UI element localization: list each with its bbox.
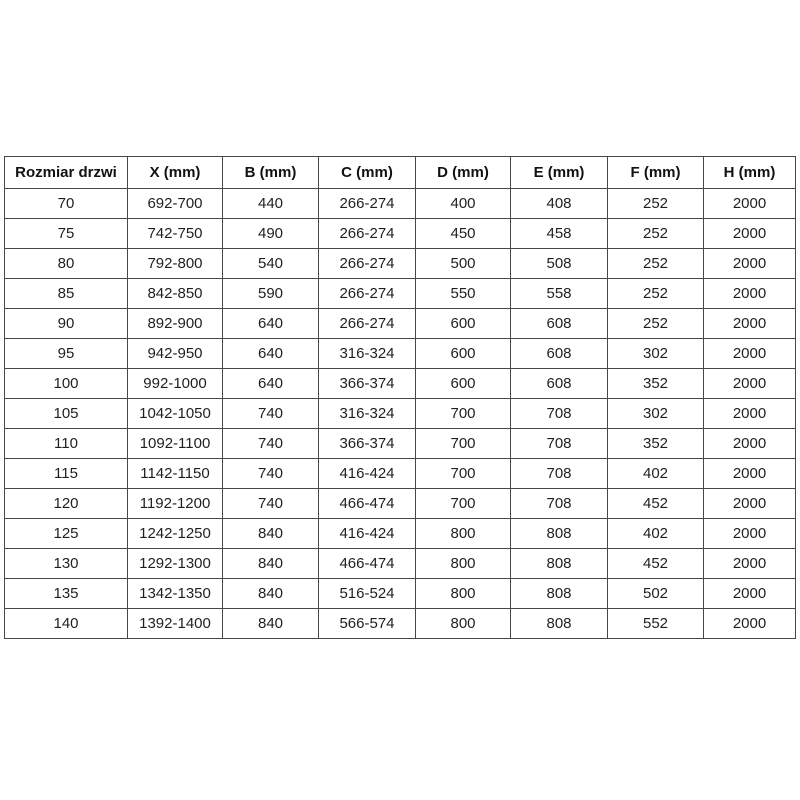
table-row (5, 489, 796, 519)
table-cell: 1092-1100 (128, 429, 223, 459)
table-row (5, 369, 796, 399)
table-cell: 1142-1150 (128, 459, 223, 489)
table-cell: 800 (416, 519, 511, 549)
table-cell: 2000 (704, 399, 796, 429)
column-header-b-mm: B (mm) (223, 157, 319, 189)
table-cell: 2000 (704, 249, 796, 279)
table-cell: 840 (223, 609, 319, 639)
table-cell: 302 (608, 399, 704, 429)
table-cell: 110 (5, 429, 128, 459)
table-cell: 640 (223, 369, 319, 399)
table-cell: 452 (608, 489, 704, 519)
table-cell: 125 (5, 519, 128, 549)
table-cell: 80 (5, 249, 128, 279)
table-cell: 2000 (704, 189, 796, 219)
door-size-table (4, 156, 796, 639)
table-cell: 808 (511, 519, 608, 549)
table-row (5, 609, 796, 639)
table-cell: 416-424 (319, 519, 416, 549)
table-cell: 105 (5, 399, 128, 429)
table-row (5, 309, 796, 339)
table-cell: 90 (5, 309, 128, 339)
table-row (5, 339, 796, 369)
table-row (5, 549, 796, 579)
table-cell: 840 (223, 549, 319, 579)
table-cell: 740 (223, 429, 319, 459)
table-cell: 608 (511, 369, 608, 399)
table-cell: 540 (223, 249, 319, 279)
table-cell: 2000 (704, 519, 796, 549)
table-cell: 130 (5, 549, 128, 579)
table-cell: 400 (416, 189, 511, 219)
table-cell: 600 (416, 339, 511, 369)
table-header-row (5, 157, 796, 189)
table-cell: 590 (223, 279, 319, 309)
table-cell: 740 (223, 399, 319, 429)
table-cell: 352 (608, 429, 704, 459)
table-cell: 600 (416, 309, 511, 339)
table-cell: 252 (608, 249, 704, 279)
table-cell: 490 (223, 219, 319, 249)
table-cell: 2000 (704, 549, 796, 579)
table-cell: 502 (608, 579, 704, 609)
table-cell: 740 (223, 489, 319, 519)
table-cell: 2000 (704, 579, 796, 609)
table-cell: 140 (5, 609, 128, 639)
table-cell: 2000 (704, 459, 796, 489)
table-cell: 70 (5, 189, 128, 219)
table-cell: 842-850 (128, 279, 223, 309)
table-cell: 558 (511, 279, 608, 309)
table-row (5, 189, 796, 219)
table-cell: 316-324 (319, 399, 416, 429)
column-header-x-mm: X (mm) (128, 157, 223, 189)
column-header-f-mm: F (mm) (608, 157, 704, 189)
table-cell: 640 (223, 339, 319, 369)
table-cell: 1292-1300 (128, 549, 223, 579)
table-cell: 550 (416, 279, 511, 309)
table-cell: 700 (416, 489, 511, 519)
table-row (5, 279, 796, 309)
table-cell: 1192-1200 (128, 489, 223, 519)
table-cell: 1242-1250 (128, 519, 223, 549)
table-cell: 452 (608, 549, 704, 579)
table-cell: 892-900 (128, 309, 223, 339)
table-cell: 792-800 (128, 249, 223, 279)
table-cell: 266-274 (319, 219, 416, 249)
table-cell: 440 (223, 189, 319, 219)
table-cell: 700 (416, 459, 511, 489)
table-cell: 2000 (704, 429, 796, 459)
table-cell: 366-374 (319, 429, 416, 459)
table-cell: 708 (511, 399, 608, 429)
table-cell: 458 (511, 219, 608, 249)
column-header-e-mm: E (mm) (511, 157, 608, 189)
table-cell: 75 (5, 219, 128, 249)
table-cell: 708 (511, 489, 608, 519)
table-cell: 608 (511, 309, 608, 339)
table-cell: 366-374 (319, 369, 416, 399)
table-cell: 1342-1350 (128, 579, 223, 609)
table-cell: 800 (416, 549, 511, 579)
column-header-h-mm: H (mm) (704, 157, 796, 189)
table-cell: 566-574 (319, 609, 416, 639)
table-cell: 252 (608, 219, 704, 249)
table-cell: 95 (5, 339, 128, 369)
table-cell: 2000 (704, 309, 796, 339)
table-cell: 808 (511, 579, 608, 609)
table-cell: 466-474 (319, 489, 416, 519)
table-cell: 316-324 (319, 339, 416, 369)
table-cell: 600 (416, 369, 511, 399)
table-cell: 2000 (704, 489, 796, 519)
table-cell: 302 (608, 339, 704, 369)
table-cell: 120 (5, 489, 128, 519)
table-body (5, 189, 796, 639)
column-header-rozmiar-drzwi: Rozmiar drzwi (5, 157, 128, 189)
table-cell: 708 (511, 459, 608, 489)
table-cell: 808 (511, 549, 608, 579)
table-cell: 692-700 (128, 189, 223, 219)
table-cell: 500 (416, 249, 511, 279)
table-cell: 466-474 (319, 549, 416, 579)
table-row (5, 459, 796, 489)
table-cell: 708 (511, 429, 608, 459)
table-cell: 840 (223, 519, 319, 549)
table-row (5, 219, 796, 249)
table-row (5, 249, 796, 279)
table-cell: 408 (511, 189, 608, 219)
table-cell: 266-274 (319, 309, 416, 339)
table-cell: 840 (223, 579, 319, 609)
table-cell: 2000 (704, 609, 796, 639)
table-row (5, 579, 796, 609)
table-cell: 552 (608, 609, 704, 639)
table-cell: 266-274 (319, 249, 416, 279)
table-cell: 115 (5, 459, 128, 489)
table-cell: 352 (608, 369, 704, 399)
table-cell: 100 (5, 369, 128, 399)
table-cell: 740 (223, 459, 319, 489)
table-cell: 800 (416, 609, 511, 639)
table-cell: 2000 (704, 219, 796, 249)
table-cell: 742-750 (128, 219, 223, 249)
table-cell: 640 (223, 309, 319, 339)
table-cell: 252 (608, 279, 704, 309)
column-header-c-mm: C (mm) (319, 157, 416, 189)
table-cell: 2000 (704, 339, 796, 369)
door-size-table-container (4, 156, 796, 639)
table-cell: 808 (511, 609, 608, 639)
table-cell: 416-424 (319, 459, 416, 489)
table-cell: 508 (511, 249, 608, 279)
table-cell: 450 (416, 219, 511, 249)
table-cell: 516-524 (319, 579, 416, 609)
table-cell: 252 (608, 189, 704, 219)
table-cell: 2000 (704, 279, 796, 309)
table-row (5, 519, 796, 549)
table-cell: 1042-1050 (128, 399, 223, 429)
table-cell: 992-1000 (128, 369, 223, 399)
table-cell: 266-274 (319, 279, 416, 309)
table-cell: 266-274 (319, 189, 416, 219)
table-row (5, 399, 796, 429)
table-cell: 700 (416, 399, 511, 429)
table-cell: 700 (416, 429, 511, 459)
table-row (5, 429, 796, 459)
table-cell: 608 (511, 339, 608, 369)
table-cell: 402 (608, 459, 704, 489)
table-cell: 942-950 (128, 339, 223, 369)
column-header-d-mm: D (mm) (416, 157, 511, 189)
table-cell: 800 (416, 579, 511, 609)
table-cell: 85 (5, 279, 128, 309)
table-cell: 135 (5, 579, 128, 609)
table-cell: 252 (608, 309, 704, 339)
table-cell: 1392-1400 (128, 609, 223, 639)
table-cell: 2000 (704, 369, 796, 399)
table-cell: 402 (608, 519, 704, 549)
